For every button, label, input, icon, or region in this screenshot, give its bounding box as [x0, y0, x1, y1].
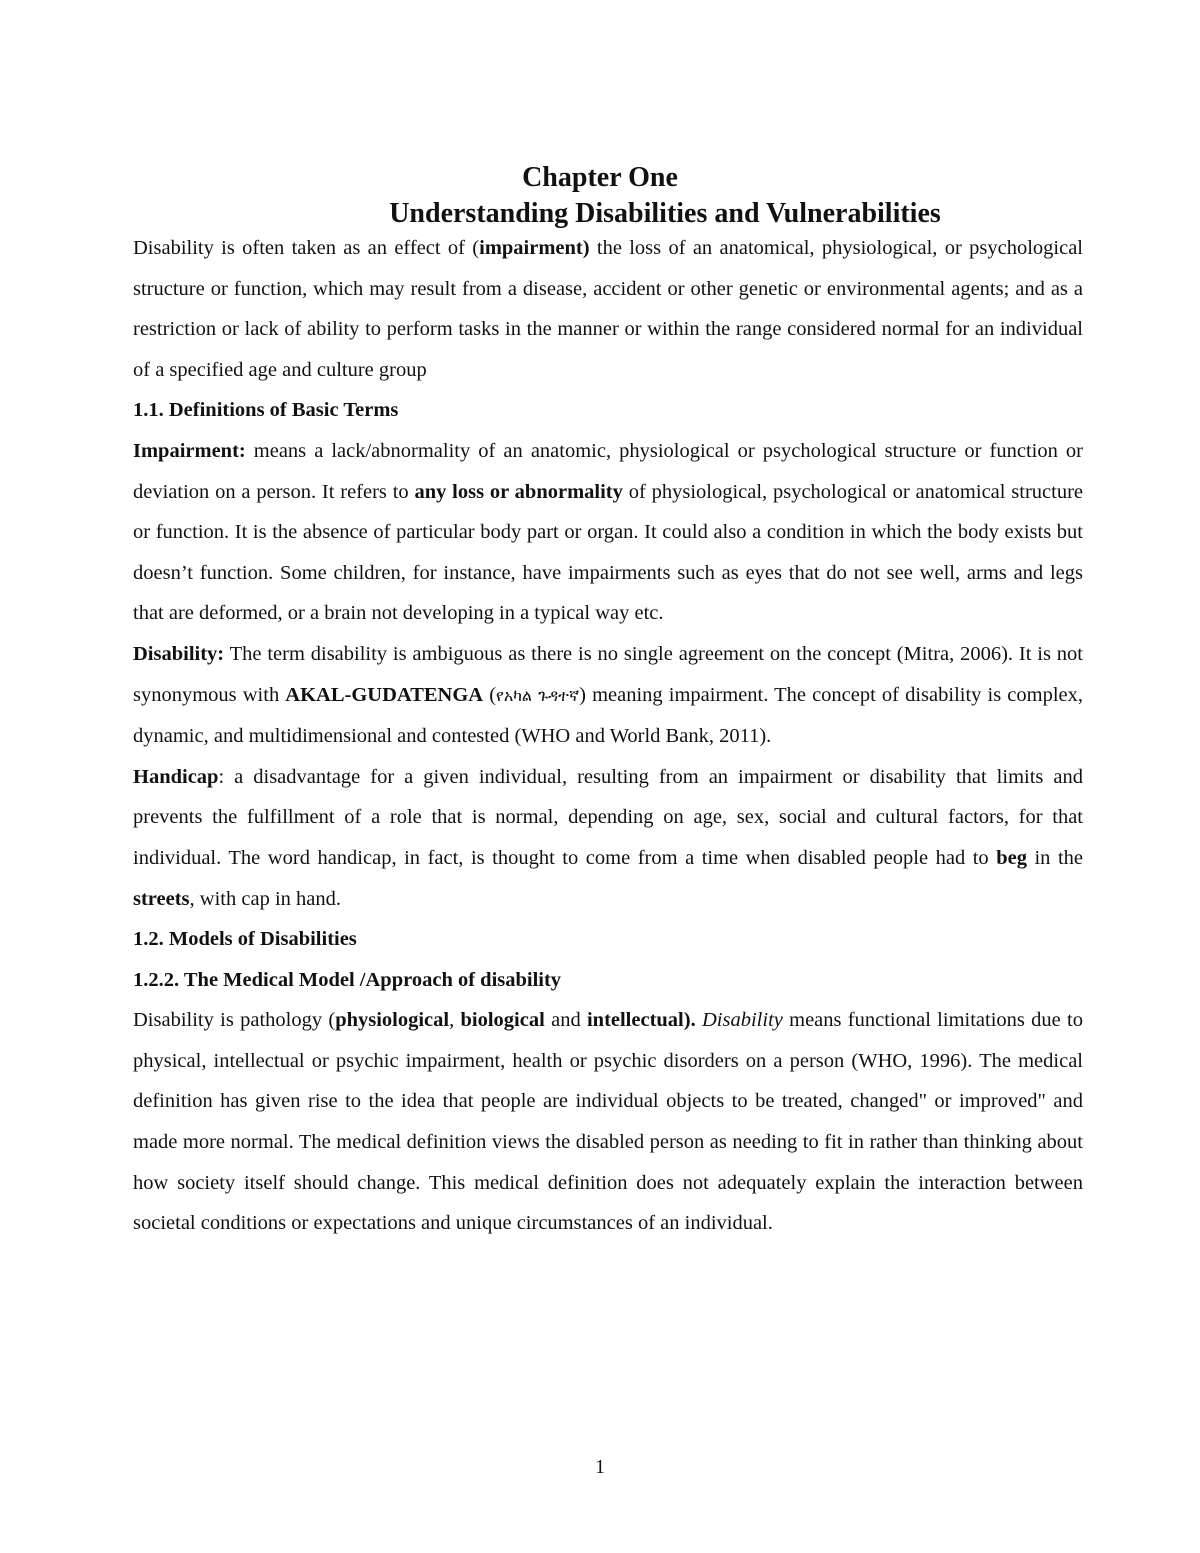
medical-bold-intellectual: intellectual).: [586, 1009, 696, 1032]
document-body: [133, 228, 1083, 1244]
medical-italic-disability: Disability: [702, 1009, 783, 1032]
handicap-bold-beg: beg: [996, 846, 1027, 869]
intro-paragraph: [133, 228, 1083, 390]
section-heading-1-2: 1.2. Models of Disabilities: [133, 928, 357, 951]
impairment-term: Impairment:: [133, 439, 246, 462]
chapter-title: Understanding Disabilities and Vulnerabilities: [389, 198, 941, 229]
disability-paragraph: [133, 634, 1083, 757]
medical-text-3: and: [544, 1009, 587, 1032]
disability-text-1: The term disability is ambiguous as there is no single agreement on the concept (Mitra, 2006). It is not synonymous with: [133, 642, 1083, 706]
handicap-paragraph: [133, 757, 1083, 919]
disability-term: Disability:: [133, 642, 225, 665]
impairment-text-1: means a lack/abnormality of an anatomic, physiological or psychological structure or function or deviation on a person. It refers to: [133, 439, 1083, 503]
medical-text-5: means functional limitations due to physical, intellectual or psychic impairment, health or psychic disorders on a person (WHO, 1996). The medical definition has given rise to the idea that people are individual objects to be treated, changed" or improved" and made more normal. The medical definition views the disabled person as needing to fit in rather than thinking about how society itself should change. This medical definition does not adequately explain the interaction between societal conditions or expectations and unique circumstances of an individual.: [133, 1009, 1083, 1235]
medical-bold-physiological: physiological: [335, 1009, 450, 1032]
chapter-heading: [0, 160, 1200, 232]
impairment-text-2: of physiological, psychological or anatomical structure or function. It is the absence of particular body part or organ. It could also a condition in which the body exists but doesn’t function. Some children, for instance, have impairments such as eyes that do not see well, arms and legs that are deformed, or a brain not developing in a typical way etc.: [133, 480, 1083, 625]
disability-text-2: (: [483, 683, 497, 706]
handicap-term: Handicap: [133, 765, 219, 788]
intro-bold-impairment: impairment): [479, 237, 590, 259]
intro-text-2: the loss of an anatomical, physiological, or psychological structure or function, which may result from a disease, accident or other genetic or environmental agents; and as a restriction or lack of ability to perform tasks in the manner or within the range considered normal for an individual of a specified age and culture group: [133, 237, 1083, 381]
section-heading-1-2-2: 1.2.2. The Medical Model /Approach of disability: [133, 968, 562, 991]
handicap-text-2: in the: [1026, 846, 1083, 869]
impairment-bold: any loss or abnormality: [414, 480, 623, 503]
medical-bold-biological: biological: [460, 1009, 545, 1032]
handicap-bold-streets: streets: [133, 887, 190, 910]
chapter-label: Chapter One: [522, 162, 678, 193]
disability-bold-akal: AKAL-GUDATENGA: [285, 683, 484, 706]
intro-text-1: Disability is often taken as an effect of (: [133, 237, 480, 259]
impairment-paragraph: [133, 431, 1083, 634]
page-number: 1: [595, 1456, 605, 1478]
section-heading-1-1: 1.1. Definitions of Basic Terms: [133, 399, 399, 422]
disability-text-3: ) meaning impairment. The concept of disability is complex, dynamic, and multidimensional and contested (WHO and World Bank, 2011).: [133, 683, 1083, 748]
medical-text-1: Disability is pathology (: [133, 1009, 336, 1032]
medical-text-2: ,: [449, 1009, 461, 1032]
medical-model-paragraph: [133, 1000, 1083, 1244]
disability-amharic: የአካል ጉዳተኛ: [496, 685, 580, 705]
handicap-text-3: , with cap in hand.: [189, 887, 341, 910]
handicap-text-1: : a disadvantage for a given individual, resulting from an impairment or disability that limits and prevents the fulfillment of a role that is normal, depending on age, sex, social and cultural factors, for that individual. The word handicap, in fact, is thought to come from a time when disabled people had to: [133, 765, 1083, 869]
